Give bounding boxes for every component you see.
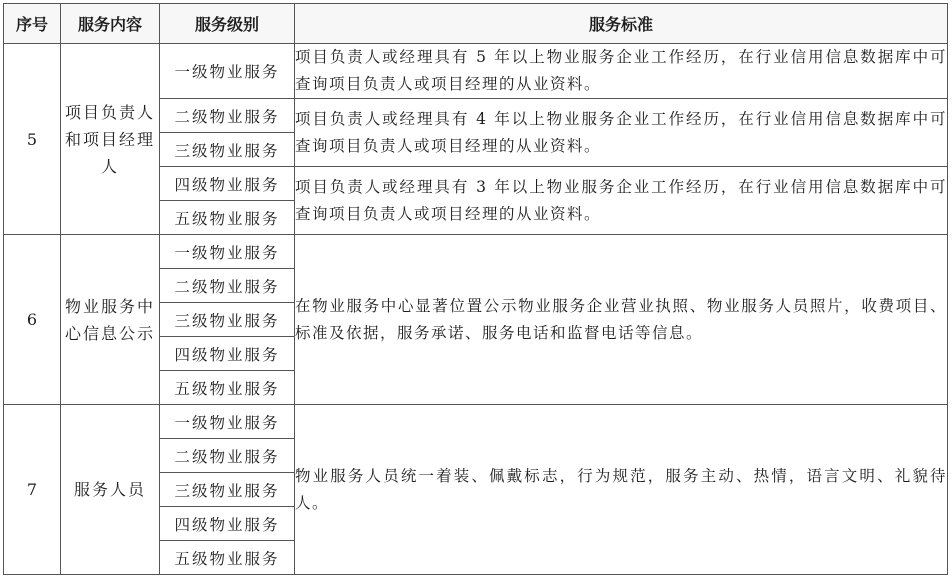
header-level: 服务级别	[160, 4, 295, 44]
header-standard: 服务标准	[295, 4, 948, 44]
level-cell: 一级物业服务	[160, 44, 295, 99]
header-seq: 序号	[4, 4, 61, 44]
table-row	[4, 44, 948, 99]
level-cell: 三级物业服务	[160, 133, 295, 167]
level-cell: 二级物业服务	[160, 269, 295, 303]
level-cell: 一级物业服务	[160, 405, 295, 439]
row-seq: 7	[4, 405, 61, 575]
level-cell: 二级物业服务	[160, 439, 295, 473]
level-cell: 一级物业服务	[160, 235, 295, 269]
row-content: 项目负责人和项目经理人	[61, 44, 160, 235]
level-cell: 三级物业服务	[160, 473, 295, 507]
level-cell: 四级物业服务	[160, 337, 295, 371]
standard-cell: 项目负责人或经理具有 5 年以上物业服务企业工作经历，在行业信用信息数据库中可查询项目负责人或项目经理的从业资料。	[295, 44, 948, 99]
header-row	[4, 4, 948, 44]
service-standard-table	[3, 3, 948, 575]
table-row	[4, 405, 948, 439]
row-content: 服务人员	[61, 405, 160, 575]
level-cell: 四级物业服务	[160, 507, 295, 541]
level-cell: 三级物业服务	[160, 303, 295, 337]
standard-cell: 项目负责人或经理具有 3 年以上物业服务企业工作经历，在行业信用信息数据库中可查询项目负责人或项目经理的从业资料。	[295, 167, 948, 235]
level-cell: 五级物业服务	[160, 541, 295, 575]
row-seq: 6	[4, 235, 61, 405]
standard-cell: 在物业服务中心显著位置公示物业服务企业营业执照、物业服务人员照片，收费项目、标准及依据，服务承诺、服务电话和监督电话等信息。	[295, 235, 948, 405]
table-row	[4, 235, 948, 269]
header-content: 服务内容	[61, 4, 160, 44]
level-cell: 五级物业服务	[160, 371, 295, 405]
standard-cell: 物业服务人员统一着装、佩戴标志，行为规范，服务主动、热情，语言文明、礼貌待人。	[295, 405, 948, 575]
standard-cell: 项目负责人或经理具有 4 年以上物业服务企业工作经历，在行业信用信息数据库中可查询项目负责人或项目经理的从业资料。	[295, 99, 948, 167]
row-seq: 5	[4, 44, 61, 235]
row-content: 物业服务中心信息公示	[61, 235, 160, 405]
level-cell: 五级物业服务	[160, 201, 295, 235]
level-cell: 四级物业服务	[160, 167, 295, 201]
level-cell: 二级物业服务	[160, 99, 295, 133]
